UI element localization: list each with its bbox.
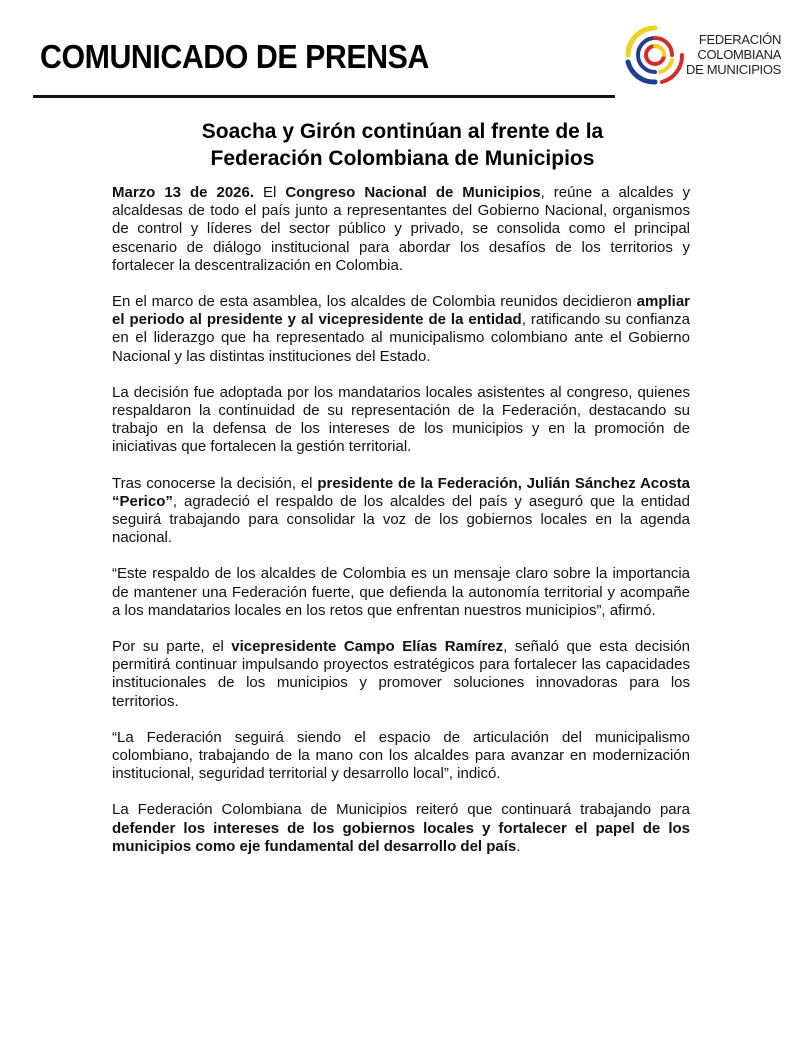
- article-body: [112, 184, 690, 874]
- header-divider: [33, 95, 615, 98]
- headline-line-2: Federación Colombiana de Municipios: [210, 147, 595, 170]
- text: “Este respaldo de los alcaldes de Colombia es un mensaje claro sobre la importancia de mantener una Federación fuerte, que defienda la autonomía territorial y acompañe a los mandatarios locales en los retos que enfrentan nuestros municipios”, afirmó.: [112, 565, 690, 619]
- date: Marzo 13 de 2026.: [112, 184, 255, 201]
- headline: [0, 118, 805, 172]
- paragraph: [112, 801, 690, 856]
- logo-text: [686, 32, 781, 77]
- text: El: [254, 184, 286, 201]
- text: , ratificando su confianza en el liderazgo que ha representado al municipalismo colombiano ante el Gobierno Nacional y las distintas instituciones del Estado.: [112, 311, 690, 365]
- text-bold: defender los intereses de los gobiernos locales y fortalecer el papel de los municipios como eje fundamental del desarrollo del país: [112, 819, 690, 855]
- text: La Federación Colombiana de Municipios reiteró que continuará trabajando para: [112, 801, 690, 819]
- text: En el marco de esta asamblea, los alcaldes de Colombia reunidos decidieron: [112, 293, 637, 311]
- text: Por su parte, el: [112, 638, 232, 656]
- logo-line: FEDERACIÓN: [698, 32, 782, 47]
- text-bold: presidente de la Federación, Julián Sánchez Acosta “Perico”: [112, 474, 690, 510]
- federation-logo: [622, 22, 797, 88]
- paragraph: [112, 184, 690, 275]
- logo-line: COLOMBIANA: [697, 47, 782, 62]
- text-bold: Congreso Nacional de Municipios: [285, 184, 541, 201]
- paragraph: [112, 475, 690, 548]
- text: “La Federación seguirá siendo el espacio de articulación del municipalismo colombiano, trabajando de la mano con los alcaldes para avanzar en modernización institucional, seguridad territorial y desarrollo local”, indicó.: [112, 728, 690, 783]
- paragraph: [112, 384, 690, 457]
- quote-paragraph: [112, 565, 690, 620]
- document-header-title: COMUNICADO DE PRENSA: [40, 38, 429, 75]
- text-bold: vicepresidente Campo Elías Ramírez: [231, 638, 504, 656]
- text-bold: ampliar el periodo al presidente y al vicepresidente de la entidad: [112, 293, 690, 329]
- logo-line: DE MUNICIPIOS: [686, 62, 782, 77]
- paragraph: [112, 638, 690, 711]
- spiral-logo-icon: [622, 22, 688, 88]
- quote-paragraph: [112, 729, 690, 784]
- text: La decisión fue adoptada por los mandatarios locales asistentes al congreso, quienes respaldaron la continuidad de su representación de la Federación, destacando su trabajo en la defensa de los intereses de los municipios y en la promoción de iniciativas que fortalecen la gestión territorial.: [112, 383, 690, 456]
- text: Tras conocerse la decisión, el: [112, 474, 318, 492]
- headline-line-1: Soacha y Girón continúan al frente de la: [201, 120, 604, 143]
- text: , señaló que esta decisión permitirá continuar impulsando proyectos estratégicos para fortalecer las capacidades institucionales de los municipios y promover soluciones innovadoras para los territorios.: [112, 638, 691, 710]
- paragraph: [112, 293, 690, 366]
- text: , agradeció el respaldo de los alcaldes del país y aseguró que la entidad seguirá trabajando para consolidar la voz de los gobiernos locales en la agenda nacional.: [112, 492, 690, 547]
- text: , reúne a alcaldes y alcaldesas de todo el país junto a representantes del Gobierno Nacional, organismos de control y líderes del sector público y privado, se consolida como el principal escenario de diálogo institucional para abordar los desafíos de los territorios y fortalecer la descentralización en Colombia.: [112, 184, 690, 274]
- text: .: [516, 837, 521, 855]
